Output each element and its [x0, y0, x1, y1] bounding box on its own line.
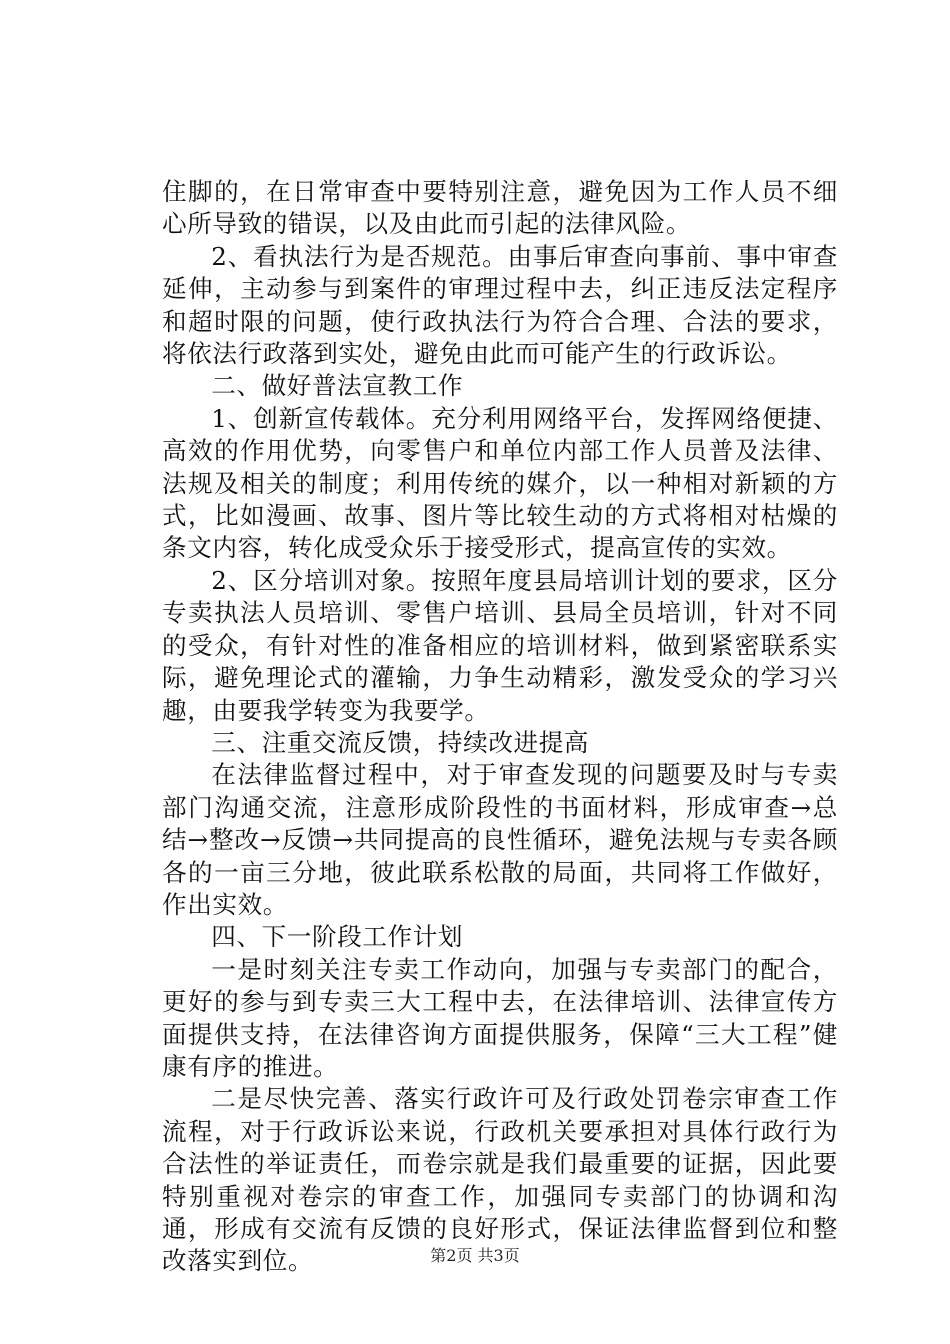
section-heading-4: 四、下一阶段工作计划 [211, 922, 464, 952]
paragraph-publicity-carrier: 1、创新宣传载体。充分利用网络平台，发挥网络便捷、高效的作用优势，向零售户和单位内部工作人员普及法律、法规及相关的制度；利用传统的媒介，以一种相对新颖的方式，比如漫画、故事、图片等比较生动的方式将相对枯燥的条文内容，转化成受众乐于接受形式，提高宣传的实效。 [162, 403, 838, 563]
paragraph-training-targets: 2、区分培训对象。按照年度县局培训计划的要求，区分专卖执法人员培训、零售户培训、县局全员培训，针对不同的受众，有针对性的准备相应的培训材料，做到紧密联系实际，避免理论式的灌输，力争生动精彩，激发受众的学习兴趣，由要我学转变为我要学。 [162, 565, 838, 725]
body-text [162, 176, 838, 1278]
paragraph-plan-2: 二是尽快完善、落实行政许可及行政处罚卷宗审查工作流程，对于行政诉讼来说，行政机关要承担对具体行政行为合法性的举证责任，而卷宗就是我们最重要的证据，因此要特别重视对卷宗的审查工作，加强同专卖部门的协调和沟通，形成有交流有反馈的良好形式，保证法律监督到位和整改落实到位。 [162, 1084, 838, 1276]
paragraph-continuation: 住脚的，在日常审查中要特别注意，避免因为工作人员不细心所导致的错误，以及由此而引起的法律风险。 [162, 177, 838, 239]
page-number-footer: 第2页 共3页 [430, 1246, 520, 1265]
paragraph-feedback: 在法律监督过程中，对于审查发现的问题要及时与专卖部门沟通交流，注意形成阶段性的书面材料，形成审查→总结→整改→反馈→共同提高的良性循环，避免法规与专卖各顾各的一亩三分地，彼此联系松散的局面，共同将工作做好，作出实效。 [162, 760, 838, 919]
paragraph-plan-1: 一是时刻关注专卖工作动向，加强与专卖部门的配合，更好的参与到专卖三大工程中去，在法律培训、法律宣传方面提供支持，在法律咨询方面提供服务，保障“三大工程”健康有序的推进。 [162, 954, 838, 1081]
paragraph-law-enforcement-review: 2、看执法行为是否规范。由事后审查向事前、事中审查延伸，主动参与到案件的审理过程中去，纠正违反法定程序和超时限的问题，使行政执法行为符合合理、合法的要求，将依法行政落到实处，避免由此而可能产生的行政诉讼。 [162, 241, 838, 369]
section-heading-2: 二、做好普法宣教工作 [211, 371, 464, 401]
section-heading-3: 三、注重交流反馈，持续改进提高 [211, 727, 590, 757]
